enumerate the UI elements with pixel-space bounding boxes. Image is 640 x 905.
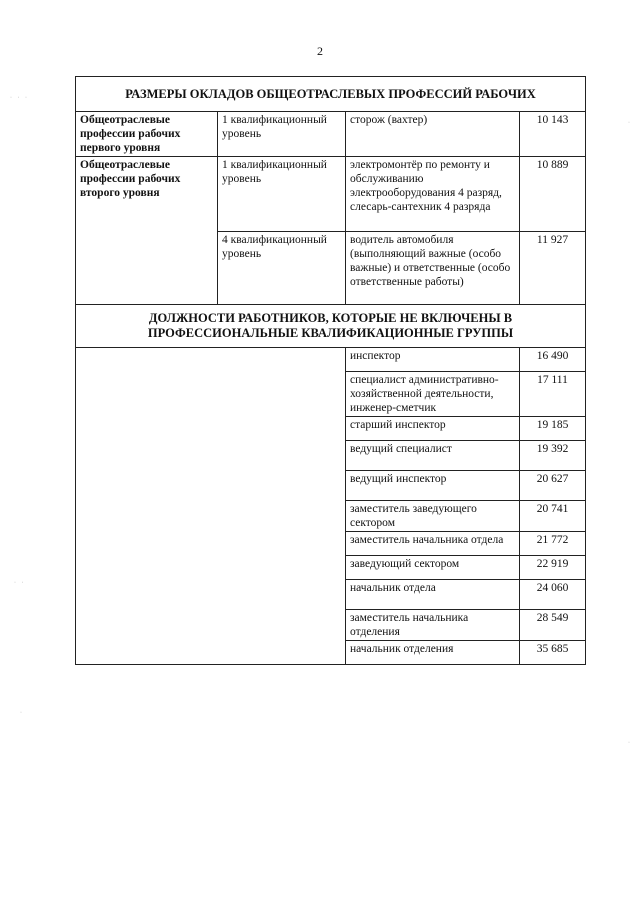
salary-value: 19 392: [520, 441, 586, 471]
salary-value: 17 111: [520, 372, 586, 417]
position-title: старший инспектор: [346, 417, 520, 441]
position-title: начальник отдела: [346, 580, 520, 610]
scan-noise: ·: [628, 120, 632, 126]
section-header-row: [76, 77, 586, 112]
scan-noise: ·: [628, 740, 632, 746]
position-title: инспектор: [346, 348, 520, 372]
qualification-level: 1 квалификационный уровень: [218, 157, 346, 232]
salary-value: 28 549: [520, 610, 586, 641]
qualification-level: 1 квалификационный уровень: [218, 112, 346, 157]
position-title: заместитель заведующего сектором: [346, 501, 520, 532]
group-name: Общеотраслевые профессии рабочих первого уровня: [76, 112, 218, 157]
section-header-row: [76, 305, 586, 348]
salary-value: 20 741: [520, 501, 586, 532]
section-title-positions: ДОЛЖНОСТИ РАБОТНИКОВ, КОТОРЫЕ НЕ ВКЛЮЧЕНЫ В ПРОФЕССИОНАЛЬНЫЕ КВАЛИФИКАЦИОННЫЕ ГРУППЫ: [76, 305, 586, 348]
job-title: электромонтёр по ремонту и обслуживанию электрооборудования 4 разряд, слесарь-сантехник 4 разряда: [346, 157, 520, 232]
salary-value: 19 185: [520, 417, 586, 441]
position-title: заместитель начальника отдела: [346, 532, 520, 556]
table-row: [76, 157, 586, 232]
table-row: [76, 112, 586, 157]
scan-noise: ·: [20, 710, 24, 716]
scan-noise: · ·: [14, 580, 26, 586]
position-title: ведущий инспектор: [346, 471, 520, 501]
salary-value: 16 490: [520, 348, 586, 372]
position-title: специалист административно-хозяйственной деятельности, инженер-сметчик: [346, 372, 520, 417]
salary-value: 10 143: [520, 112, 586, 157]
position-title: заведующий сектором: [346, 556, 520, 580]
scan-noise: · · ·: [10, 95, 29, 101]
section-title-workers: РАЗМЕРЫ ОКЛАДОВ ОБЩЕОТРАСЛЕВЫХ ПРОФЕССИЙ РАБОЧИХ: [76, 77, 586, 112]
job-title: сторож (вахтер): [346, 112, 520, 157]
empty-cell: [76, 348, 346, 665]
salary-value: 10 889: [520, 157, 586, 232]
position-title: начальник отделения: [346, 641, 520, 665]
position-title: ведущий специалист: [346, 441, 520, 471]
job-title: водитель автомобиля (выполняющий важные (особо важные) и ответственные (особо ответственные работы): [346, 232, 520, 305]
salary-value: 22 919: [520, 556, 586, 580]
salary-table: [75, 76, 586, 665]
salary-value: 21 772: [520, 532, 586, 556]
qualification-level: 4 квалификационный уровень: [218, 232, 346, 305]
position-title: заместитель начальника отделения: [346, 610, 520, 641]
salary-value: 35 685: [520, 641, 586, 665]
table-row: [76, 348, 586, 372]
page-number: 2: [317, 44, 323, 58]
group-name: Общеотраслевые профессии рабочих второго уровня: [76, 157, 218, 305]
salary-value: 20 627: [520, 471, 586, 501]
salary-value: 11 927: [520, 232, 586, 305]
salary-value: 24 060: [520, 580, 586, 610]
